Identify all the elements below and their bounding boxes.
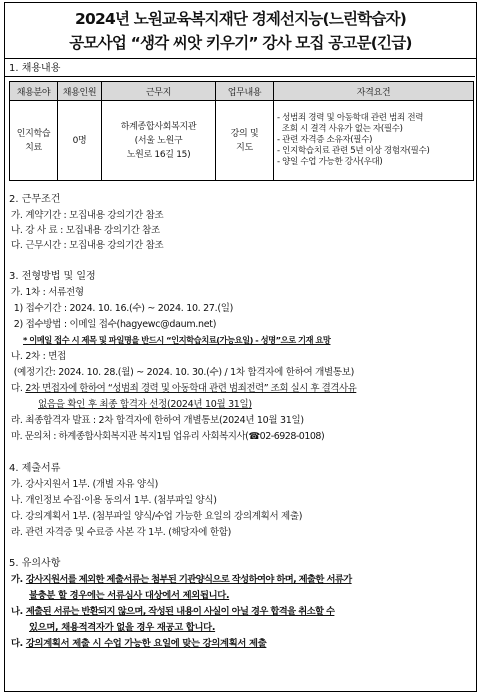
duty-text: 강의 및 지도 [230, 128, 259, 153]
cell-count: 0명 [58, 101, 102, 181]
da-text-1: 강의계획서 제출 시 수업 가능한 요일에 맞는 강의계획서 제출 [25, 638, 267, 649]
requirement-item: - 인지학습치료 관련 5년 이상 경험자(필수) [277, 146, 430, 156]
na-prefix: 나. [11, 606, 26, 617]
notice-item-ga [11, 573, 352, 586]
section4-heading: 4. 제출서류 [9, 463, 61, 474]
title-line-2: 공모사업 “생각 씨앗 키우기” 강사 모집 공고문(긴급) [69, 33, 412, 52]
section4-line: 나. 개인정보 수집·이용 동의서 1부. (첨부파일 양식) [11, 495, 217, 506]
section3-line-da [11, 382, 356, 395]
table-header-location: 근무지 [102, 82, 216, 101]
section3-line: 나. 2차 : 면접 [11, 351, 67, 362]
section2-heading: 2. 근무조건 [9, 194, 61, 205]
da-prefix: 다. [11, 383, 26, 394]
location-text: 하계종합사회복지관 (서울 노원구 노원로 16길 15) [120, 121, 197, 160]
notice-item-da [11, 637, 266, 650]
section3-line: (예정기간: 2024. 10. 28.(월) ~ 2024. 10. 30.(수) / 1차 합격자에 한하여 개별통보) [11, 367, 355, 378]
requirement-item: - 관련 자격증 소유자(필수) [277, 135, 373, 145]
section3-line: 2) 접수방법 : 이메일 접수(hagyewc@daum.net) [11, 319, 217, 330]
requirement-item: - 양일 수업 가능한 강사(우대) [277, 157, 383, 167]
na-text-2: 있으며, 채용적격자가 없을 경우 재공고 합니다. [29, 622, 216, 633]
cell-field [10, 101, 58, 181]
background-check-text: 2차 면접자에 한하여 “성범죄 경력 및 아동학대 관련 범죄전력” 조회 실시 후 결격사유 [25, 383, 357, 394]
na-text-1: 제출된 서류는 반환되지 않으며, 작성된 내용이 사실이 아닐 경우 합격을 취소할 수 [25, 606, 335, 617]
section3-line: 가. 1차 : 서류전형 [11, 287, 84, 298]
table-header-requirements: 자격요건 [274, 82, 474, 101]
section3-line: 없음을 확인 후 최종 합격자 선정(2024년 10월 31일) [38, 399, 252, 410]
cell-location [102, 101, 216, 181]
section1-divider [5, 76, 475, 77]
notice-item-na [11, 605, 334, 618]
title-line-1: 2024년 노원교육복지재단 경제선지능(느린학습자) [75, 9, 406, 28]
section2-line: 가. 계약기간 : 모집내용 강의기간 참조 [11, 210, 164, 221]
field-text: 인지학습 치료 [16, 128, 51, 153]
notice-body [4, 58, 477, 692]
cell-duty [216, 101, 274, 181]
cell-requirements [274, 101, 474, 181]
table-header-field: 채용분야 [10, 82, 58, 101]
table-row [10, 101, 474, 181]
requirement-item: - 성범죄 경력 및 아동학대 관련 범죄 전력 [277, 113, 424, 123]
section4-line: 다. 강의계획서 1부. (첨부파일 양식/수업 가능한 요일의 강의계획서 제출) [11, 511, 303, 522]
email-notice: * 이메일 접수 시 제목 및 파일명을 반드시 “인지학습치료(가능요일) - 성명”으로 기재 요망 [23, 335, 331, 345]
ga-text-2: 불충분 할 경우에는 서류심사 대상에서 제외됩니다. [29, 590, 230, 601]
table-header-count: 채용인원 [58, 82, 102, 101]
section1-heading: 1. 채용내용 [9, 63, 61, 74]
ga-prefix: 가. [11, 574, 26, 585]
section2-line: 다. 근무시간 : 모집내용 강의기간 참조 [11, 240, 164, 251]
section3-heading: 3. 전형방법 및 일정 [9, 271, 96, 282]
contact-line: 마. 문의처 : 하계종합사회복지관 복지1팀 업유리 사회복지사(☎02-6928-0108) [11, 431, 325, 442]
requirement-item: 조회 시 결격 사유가 없는 자(필수) [277, 124, 403, 134]
section2-line: 나. 강 사 료 : 모집내용 강의기간 참조 [11, 225, 160, 236]
table-header-duty: 업무내용 [216, 82, 274, 101]
section3-line: 라. 최종합격자 발표 : 2차 합격자에 한하여 개별통보(2024년 10월 31일) [11, 415, 304, 426]
section4-line: 가. 강사지원서 1부. (개별 자유 양식) [11, 479, 158, 490]
section4-line: 라. 관련 자격증 및 수료증 사본 각 1부. (해당자에 한함) [11, 527, 232, 538]
title-box [4, 2, 477, 58]
recruitment-table [9, 81, 474, 181]
section5-heading: 5. 유의사항 [9, 558, 61, 569]
da-prefix: 다. [11, 638, 26, 649]
ga-text-1: 강사지원서를 제외한 제출서류는 첨부된 기관양식으로 작성하여야 하며, 제출한 서류가 [25, 574, 352, 585]
section3-line: 1) 접수기간 : 2024. 10. 16.(수) ~ 2024. 10. 27.(일) [11, 303, 234, 314]
